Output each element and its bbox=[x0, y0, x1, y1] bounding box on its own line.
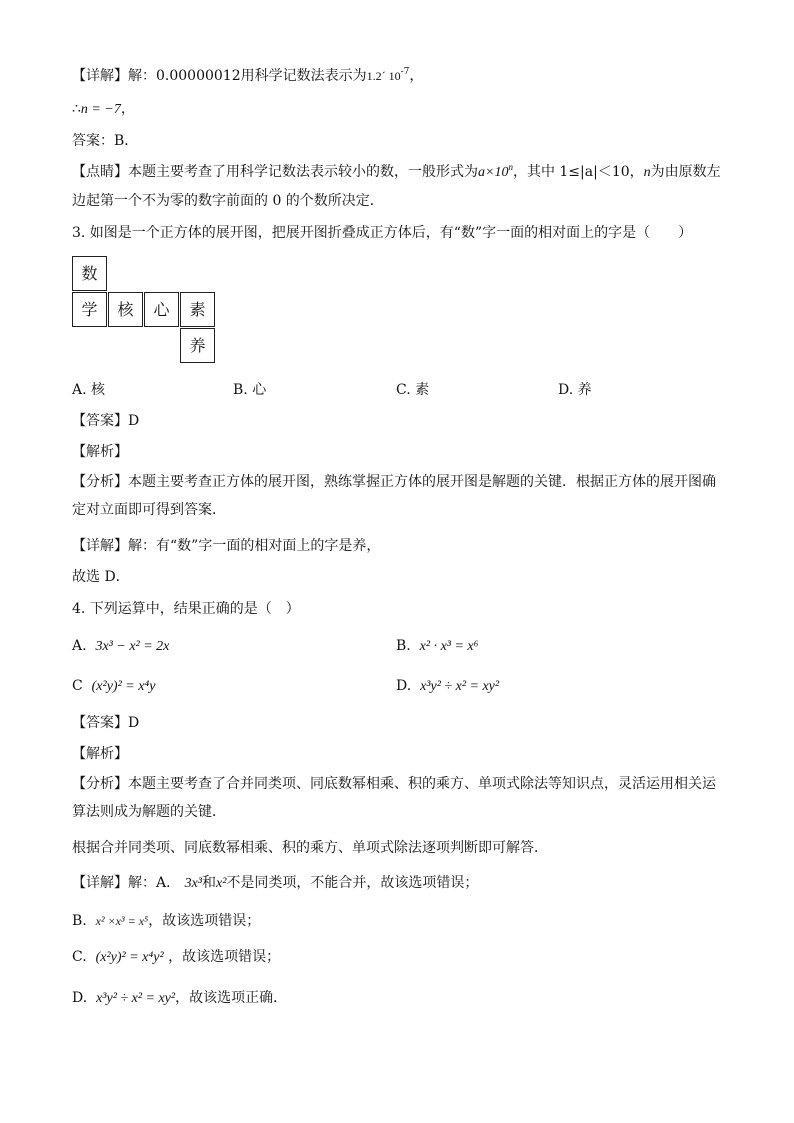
option-letter: A. bbox=[72, 638, 87, 654]
option-math: (x²y)² = x⁴y bbox=[91, 679, 156, 694]
q4-detail-b bbox=[72, 911, 260, 931]
q3-option-d bbox=[558, 380, 592, 400]
option-math: x³y² ÷ x² = xy² bbox=[420, 679, 500, 694]
q4-analysis-heading: 【解析】 bbox=[72, 746, 128, 762]
equation-n: n = −7 bbox=[80, 102, 121, 117]
q4-answer: 【答案】D bbox=[72, 715, 140, 731]
cube-face: 心 bbox=[144, 292, 179, 327]
therefore-symbol: ∴ bbox=[72, 101, 81, 117]
option-text: 素 bbox=[415, 382, 430, 398]
option-math: x² · x³ = x⁶ bbox=[419, 639, 479, 654]
q4-option-b bbox=[396, 636, 479, 657]
q4-option-d bbox=[396, 676, 499, 697]
option-letter: D. bbox=[558, 382, 574, 398]
option-text: 心 bbox=[252, 382, 267, 398]
cube-face: 数 bbox=[72, 256, 107, 291]
therefore-line bbox=[72, 99, 135, 120]
q4-option-a bbox=[72, 636, 169, 657]
cube-face: 学 bbox=[72, 292, 107, 327]
punct: ， bbox=[409, 68, 424, 84]
question-3-stem: 3. 如图是一个正方体的展开图，把展开图折叠成正方体后，有“数”字一面的相对面上的字是（ ） bbox=[72, 225, 693, 241]
math-expr: x³y² ÷ x² = xy² bbox=[96, 991, 176, 1006]
cube-net bbox=[72, 256, 218, 364]
punct: ， bbox=[120, 101, 135, 117]
cube-face: 养 bbox=[180, 328, 215, 363]
sci-value: 1.2´ 10 bbox=[366, 69, 401, 83]
q4-detail-d bbox=[72, 988, 287, 1009]
q3-option-a bbox=[72, 380, 105, 400]
q4-detail-a bbox=[72, 873, 478, 894]
comment-text: 【点睛】本题主要考查了用科学记数法表示较小的数，一般形式为 bbox=[72, 164, 478, 180]
comment-line-1 bbox=[72, 162, 721, 183]
option-text: 核 bbox=[91, 382, 106, 398]
option-letter: A. bbox=[72, 382, 87, 398]
option-letter: C bbox=[72, 678, 83, 694]
math-term: x² bbox=[216, 876, 227, 891]
sci-form-exponent: n bbox=[508, 162, 513, 172]
option-letter: D. bbox=[396, 678, 412, 694]
comment-line-2: 边起第一个不为零的数字前面的 0 的个数所决定． bbox=[72, 193, 384, 209]
option-letter: B. bbox=[396, 638, 411, 654]
detail-line-sci-notation bbox=[72, 66, 423, 86]
detail-text: ，故该选项错误； bbox=[168, 949, 281, 965]
q4-method: 根据合并同类项、同底数幂相乘、积的乘方、单项式除法逐项判断即可解答． bbox=[72, 840, 548, 856]
detail-text: 【详解】解：0.00000012用科学记数法表示为 bbox=[72, 68, 367, 84]
detail-text: ，故该选项正确． bbox=[175, 990, 288, 1006]
var-n: n bbox=[643, 165, 651, 180]
cube-face: 素 bbox=[180, 292, 215, 327]
q3-option-b bbox=[233, 380, 266, 400]
option-letter: D. bbox=[72, 990, 88, 1006]
math-expr: x² ×x³ = x⁵ bbox=[95, 914, 149, 928]
q3-answer: 【答案】D bbox=[72, 413, 140, 429]
q3-choose: 故选 D． bbox=[72, 569, 130, 585]
sci-form: a×10 bbox=[478, 165, 509, 180]
q3-detail: 【详解】解：有“数”字一面的相对面上的字是养， bbox=[72, 538, 381, 554]
option-text: 养 bbox=[577, 382, 592, 398]
option-letter: B. bbox=[72, 913, 87, 929]
option-letter: C. bbox=[72, 949, 87, 965]
option-letter: C. bbox=[396, 382, 411, 398]
q3-option-c bbox=[396, 380, 429, 400]
option-math: 3x³ − x² = 2x bbox=[95, 639, 170, 654]
detail-text: ，故该选项错误； bbox=[148, 913, 261, 929]
question-4-stem: 4. 下列运算中，结果正确的是（ ） bbox=[72, 601, 300, 617]
detail-text: 不是同类项，不能合并，故该选项错误； bbox=[226, 875, 479, 891]
sci-exponent: -7 bbox=[400, 67, 410, 77]
q3-fenxi: 【分析】本题主要考查正方体的展开图，熟练掌握正方体的展开图是解题的关键．根据正方体的展开图确定对立面即可得到答案． bbox=[72, 474, 716, 518]
answer-line-q2: 答案：B． bbox=[72, 133, 139, 149]
q4-fenxi: 【分析】本题主要考查了合并同类项、同底数幂相乘、积的乘方、单项式除法等知识点，灵活运用相关运算法则成为解题的关键． bbox=[72, 776, 716, 820]
cube-face: 核 bbox=[108, 292, 143, 327]
math-expr: (x²y)² = x⁴y² bbox=[95, 950, 164, 965]
comment-range: ，其中 1≤|a|＜10， bbox=[512, 164, 644, 180]
q4-detail-c bbox=[72, 947, 280, 968]
comment-text-end: 为由原数左 bbox=[650, 164, 721, 180]
q3-analysis-heading: 【解析】 bbox=[72, 444, 128, 460]
q4-option-c bbox=[72, 676, 156, 697]
math-term: 3x³ bbox=[184, 876, 202, 891]
detail-prefix: 【详解】解：A． bbox=[72, 875, 181, 891]
option-letter: B. bbox=[233, 382, 248, 398]
detail-text: 和 bbox=[202, 875, 216, 891]
